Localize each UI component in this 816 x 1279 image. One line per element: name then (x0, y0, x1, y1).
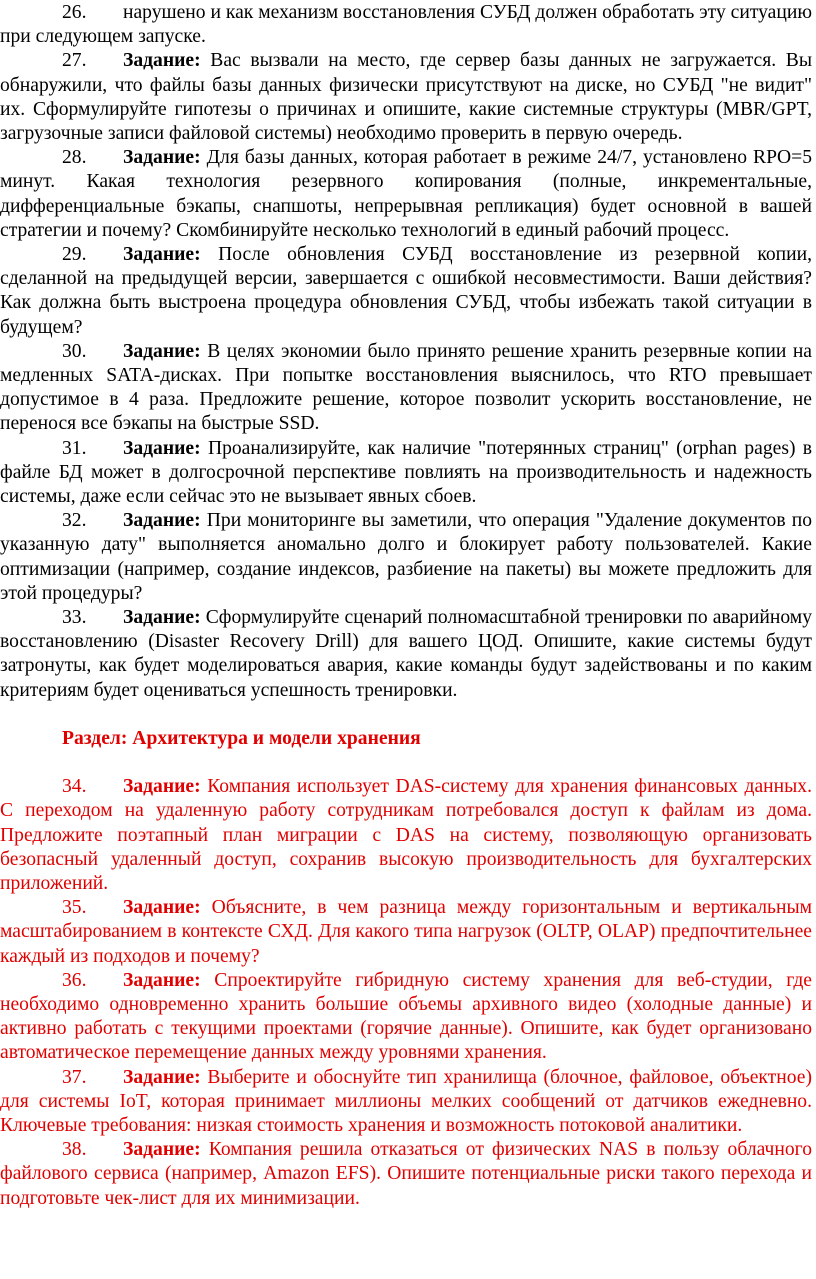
task-number: 27. (62, 50, 87, 72)
section-heading: Раздел: Архитектура и модели хранения (62, 727, 421, 749)
task-label: Задание: (123, 897, 201, 919)
task-label: Задание: (123, 1139, 201, 1161)
task-label: Задание: (123, 969, 201, 991)
task-item-32 (0, 509, 812, 606)
task-label: Задание: (123, 437, 201, 459)
task-list-black (0, 1, 812, 703)
task-item-28 (0, 146, 812, 243)
task-number: 36. (62, 969, 87, 991)
task-item-36 (0, 969, 812, 1066)
task-item-31 (0, 437, 812, 510)
task-item-33 (0, 606, 812, 703)
task-text: Спроектируйте гибридную систему хранения для веб-студии, где необходимо одновременно хранить большие объемы архивного видео (холодные данные) и активно работать с текущими проектами (горячие данные). Опишите, как будет организовано автоматическое перемещение данных между уровнями хранения. (0, 969, 812, 1064)
task-text: нарушено и как механизм восстановления СУБД должен обработать эту ситуацию при следующем запуске. (0, 2, 812, 48)
task-number: 29. (62, 244, 87, 266)
task-item-30 (0, 340, 812, 437)
task-label: Задание: (123, 244, 201, 266)
task-number: 28. (62, 147, 87, 169)
task-number: 34. (62, 776, 87, 798)
task-text: Компания решила отказаться от физических NAS в пользу облачного файлового сервиса (например, Amazon EFS). Опишите потенциальные риски такого перехода и подготовьте чек-лист для их минимизации. (0, 1139, 812, 1209)
task-text: Вас вызвали на место, где сервер базы данных не загружается. Вы обнаружили, что файлы базы данных физически присутствуют на диске, но СУБД "не видит" их. Сформулируйте гипотезы о причинах и опишите, какие системные структуры (MBR/GPT, загрузочные записи файловой системы) необходимо проверить в первую очередь. (0, 50, 812, 145)
task-text: При мониторинге вы заметили, что операция "Удаление документов по указанную дату" выполняется аномально долго и блокирует работу пользователей. Какие оптимизации (например, создание индексов, разбиение на пакеты) вы можете предложить для этой процедуры? (0, 510, 812, 604)
task-text: Для базы данных, которая работает в режиме 24/7, установлено RPO=5 минут. Какая технология резервного копирования (полные, инкрементальные, дифференциальные бэкапы, снапшоты, непрерывная репликация) будет основной в вашей стратегии и почему? Скомбинируйте несколько технологий в единый рабочий процесс. (0, 147, 812, 241)
task-label: Задание: (123, 147, 201, 169)
task-text: Выберите и обоснуйте тип хранилища (блочное, файловое, объектное) для системы IoT, которая принимает миллионы мелких сообщений от датчиков ежедневно. Ключевые требования: низкая стоимость хранения и возможность потоковой аналитики. (0, 1066, 812, 1136)
task-label: Задание: (123, 510, 201, 532)
task-text: Проанализируйте, как наличие "потерянных страниц" (orphan pages) в файле БД может в долгосрочной перспективе повлиять на производительность и надежность системы, даже если сейчас это не вызывает явных сбоев. (0, 437, 812, 508)
task-number: 30. (62, 340, 87, 362)
task-text: Компания использует DAS-систему для хранения финансовых данных. С переходом на удаленную работу сотрудникам потребовался доступ к файлам из дома. Предложите поэтапный план миграции с DAS на систему, позволяющую организовать безопасный удаленный доступ, сохранив высокую производительность для бухгалтерских приложений. (0, 776, 812, 894)
task-item-37 (0, 1066, 812, 1139)
task-number: 31. (62, 437, 87, 459)
task-number: 26. (62, 2, 87, 23)
task-text: Объясните, в чем разница между горизонтальным и вертикальным масштабированием в контексте СХД. Для какого типа нагрузок (OLTP, OLAP) предпочтительнее каждый из подходов и почему? (0, 897, 813, 967)
task-label: Задание: (123, 340, 201, 362)
task-list-red (0, 775, 812, 1211)
task-number: 33. (62, 607, 87, 629)
task-number: 37. (62, 1066, 87, 1088)
task-item-38 (0, 1138, 812, 1211)
task-item-34 (0, 775, 812, 896)
task-label: Задание: (123, 776, 201, 798)
task-item-26 (0, 1, 812, 49)
task-text: Сформулируйте сценарий полномасштабной тренировки по аварийному восстановлению (Disaster Recovery Drill) для вашего ЦОД. Опишите, какие системы будут затронуты, как будет моделироваться авария, какие команды будут задействованы и по каким критериям будет оцениваться успешность тренировки. (0, 607, 812, 701)
task-text: В целях экономии было принято решение хранить резервные копии на медленных SATA-дисках. При попытке восстановления выяснилось, что RTO превышает допустимое в 4 раза. Предложите решение, которое позволит ускорить восстановление, не перенося все бэкапы на быстрые SSD. (0, 340, 812, 435)
task-number: 32. (62, 510, 87, 532)
task-number: 35. (62, 897, 87, 919)
task-label: Задание: (123, 1066, 201, 1088)
task-item-29 (0, 243, 812, 340)
task-item-35 (0, 896, 812, 969)
task-text: После обновления СУБД восстановление из резервной копии, сделанной на предыдущей версии, завершается с ошибкой несовместимости. Ваши действия? Как должна быть выстроена процедура обновления СУБД, чтобы избежать такой ситуации в будущем? (0, 244, 813, 338)
task-label: Задание: (123, 50, 201, 72)
task-number: 38. (62, 1139, 87, 1161)
task-item-27 (0, 49, 812, 146)
task-label: Задание: (123, 607, 201, 629)
